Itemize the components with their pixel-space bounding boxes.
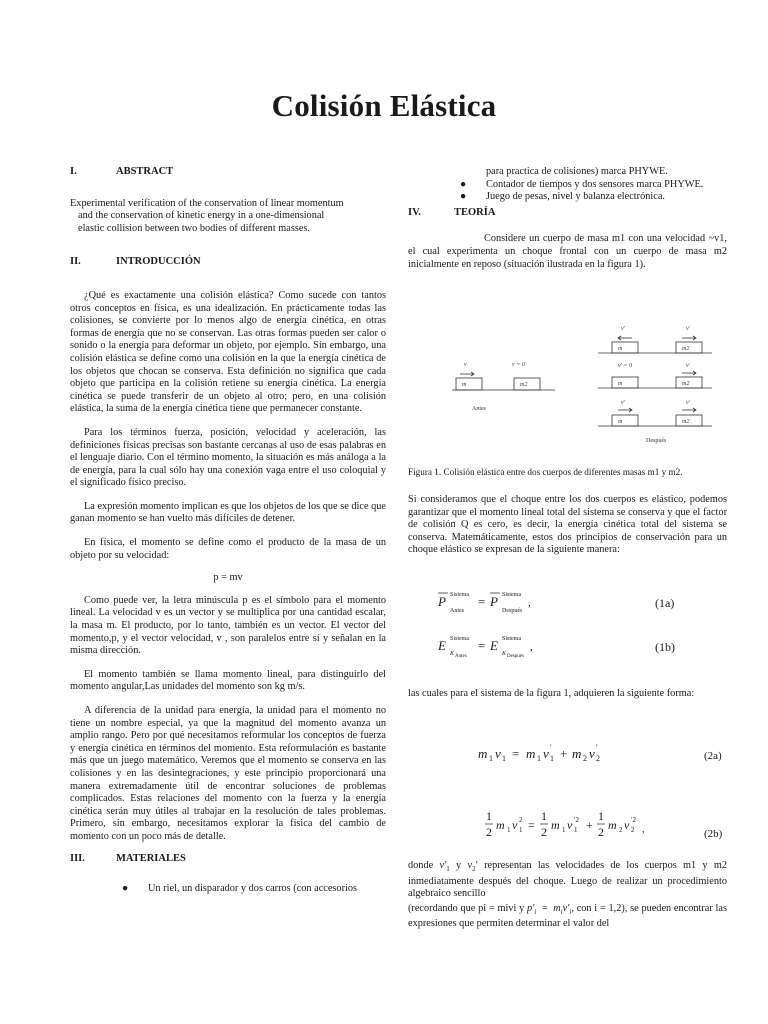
materials-list-item: ● Juego de pesas, nivel y balanza electrónica. <box>460 191 665 203</box>
svg-text:m: m <box>478 746 488 761</box>
svg-text:P: P <box>438 594 446 609</box>
theory-paragraph: las cuales para el sistema de la figura 1, adquieren la siguiente forma: <box>408 688 695 699</box>
svg-text:=: = <box>512 746 520 761</box>
svg-text:Después: Después <box>502 608 523 614</box>
svg-text:2: 2 <box>619 826 623 834</box>
svg-text:1: 1 <box>537 754 541 763</box>
svg-text:m: m <box>551 818 560 832</box>
right-column-lower <box>408 688 727 701</box>
left-column <box>70 166 386 896</box>
theory-paragraph: donde $v'_1$ y $v_2'$ representan las velocidades de los cuerpos m1 y m2 inmediatamente después del choque. Luego de realizar un procedimiento algebraico sencillo <box>408 860 728 900</box>
equation-number: (2b) <box>704 828 723 840</box>
intro-paragraph: A diferencia de la unidad para energía, la unidad para el momento no tiene un nombre especial, ya que la magnitud del momento avanza un amplio rango. Pero por qué necesitamos reformular los conceptos de fuerza y energía cinética en términos del momento. Esta reformulación es bastante más que un juego matemático. Veremos que el momento se conserva en las colisiones y en las desintegraciones, y este principio proporcionará una manera extremadamente útil de encontrar soluciones de problemas complicados. Estas relaciones del momento con la fuerza y la energía cinética serán muy útiles al trabajar en la resolución de tales problemas. Primero, sin embargo, necesitamos explorar la física del cambio de momento con un poco más de detalle. <box>70 705 386 842</box>
intro-paragraph: ¿Qué es exactamente una colisión elástica? Como sucede con tantos otros conceptos en física, es una idealización. En prácticamente todas las colisiones, se convierte por lo menos algo de energía cinética, en otras formas de energía que no se conservan. Las otras formas pueden ser calor o sonido o la energía para deformar un objeto, por ejemplo. Sin embargo, una colisión elástica se define como una colisión en la que la energía cinética de los objetos que chocan se conserva. Esta definición no significa que cada objeto que participa en la colisión retiene su energía cinética. La energía cinética se puede transferir de un objeto al otro; pero, en una colisión elástica, la suma de la energía cinética tiene que permanecer constante. <box>70 289 386 415</box>
svg-text:v: v <box>512 818 518 832</box>
svg-text:2: 2 <box>486 825 492 839</box>
svg-text:v': v' <box>686 326 690 332</box>
svg-text:m: m <box>572 746 582 761</box>
svg-text:v': v' <box>686 363 690 369</box>
svg-text:2: 2 <box>583 754 587 763</box>
svg-text:=: = <box>528 818 535 832</box>
svg-text:1: 1 <box>486 809 492 823</box>
abstract-text: Experimental verification of the conservation of linear momentum and the conservation of kinetic energy in a one-dimensional elastic collision between two bodies of different masses. <box>70 197 344 234</box>
svg-text:Después: Después <box>507 654 524 659</box>
svg-text:Sistema: Sistema <box>450 636 469 642</box>
svg-text:Sistema: Sistema <box>450 592 469 598</box>
section-heading-materiales: III. MATERIALES <box>70 852 186 864</box>
section-heading-abstract: I. ABSTRACT <box>70 166 174 177</box>
svg-text:,: , <box>530 641 533 653</box>
svg-text:1: 1 <box>541 809 547 823</box>
svg-text:2: 2 <box>598 825 604 839</box>
svg-text:′2: ′2 <box>631 816 637 824</box>
equation-number: (2a) <box>704 750 722 762</box>
intro-paragraph: El momento también se llama momento lineal, para distinguirlo del momento angular,Las unidades del momento son kg m/s. <box>70 668 386 693</box>
svg-text:P: P <box>490 594 498 609</box>
svg-text:1: 1 <box>489 754 493 763</box>
intro-paragraph: La expresión momento implican es que los objetos de los que se dice que ganan momento se han vuelto más difíciles de detener. <box>70 500 386 525</box>
equation-number: (1a) <box>655 596 675 610</box>
section-heading-introduccion: II. INTRODUCCIÓN <box>70 256 201 268</box>
svg-text:+: + <box>586 818 593 832</box>
svg-text:1: 1 <box>507 826 511 834</box>
svg-text:v: v <box>495 746 501 761</box>
svg-text:v: v <box>567 818 573 832</box>
page-title: Colisión Elástica <box>271 88 497 123</box>
svg-text:Antes: Antes <box>455 654 467 659</box>
materials-list-item: para practica de colisiones) marca PHYWE. <box>486 166 668 177</box>
section-heading-teoria: IV. TEORÍA <box>408 206 496 218</box>
svg-text:m: m <box>618 346 623 352</box>
equation-number: (1b) <box>655 640 675 654</box>
svg-text:2: 2 <box>631 826 635 834</box>
collision-figure <box>440 318 730 453</box>
svg-text:Antes: Antes <box>450 608 464 614</box>
svg-text:Sistema: Sistema <box>502 592 521 598</box>
svg-text:1: 1 <box>502 754 506 763</box>
theory-paragraph: Considere un cuerpo de masa m1 con una velocidad ~v1, el cual experimenta un choque frontal con un cuerpo de masa m2 inicialmente en reposo (situación ilustrada en la figura 1). <box>408 233 727 270</box>
svg-text:v': v' <box>686 400 690 406</box>
svg-text:2: 2 <box>519 816 523 824</box>
figure-label-before: Antes <box>472 406 486 412</box>
right-column-lower <box>408 494 727 557</box>
intro-paragraph: Para los términos fuerza, posición, velocidad y aceleración, las definiciones físicas precisas son bastante cercanas al uso de esas palabras en el lenguaje diario. Con el término momento, la situación es más análoga a la de energía, para la cual sólo hay una conexión vaga entre el uso coloquial y el significado físico preciso. <box>70 426 386 489</box>
svg-text:m2: m2 <box>520 382 528 388</box>
svg-text:1: 1 <box>574 826 578 834</box>
svg-text:v: v <box>589 746 595 761</box>
svg-text:′2: ′2 <box>574 816 580 824</box>
intro-paragraph: En física, el momento se define como el producto de la masa de un objeto por su velocidad: <box>70 537 386 561</box>
svg-text:2: 2 <box>596 754 600 763</box>
svg-text:m2: m2 <box>682 381 690 387</box>
svg-text:v' = 0: v' = 0 <box>618 363 632 369</box>
svg-text:m: m <box>608 818 617 832</box>
right-column <box>408 166 727 271</box>
svg-text:E: E <box>490 638 498 653</box>
svg-text:v: v <box>624 818 630 832</box>
figure-caption: Figura 1. Colisión elástica entre dos cuerpos de diferentes masas m1 y m2. <box>408 467 683 477</box>
svg-text:K: K <box>502 651 507 657</box>
materials-list-item: ● Un riel, un disparador y dos carros (con accesorios <box>122 883 358 895</box>
svg-text:,: , <box>528 597 531 609</box>
svg-text:′: ′ <box>550 743 552 752</box>
svg-text:′: ′ <box>596 743 598 752</box>
svg-text:v: v <box>543 746 549 761</box>
svg-text:E: E <box>438 638 446 653</box>
svg-text:Sistema: Sistema <box>502 636 521 642</box>
svg-text:2: 2 <box>541 825 547 839</box>
svg-text:1: 1 <box>598 809 604 823</box>
equation-2a <box>474 740 634 766</box>
theory-paragraph: Si consideramos que el choque entre los dos cuerpos es elástico, podemos garantizar que el momento lineal total del sistema se conserva y que el factor de colisión Q es cero, es decir, la energía cinética total del sistema se conserva. Matemáticamente, estos dos principios de conservación para un choque elástico se expresan de la siguiente manera: <box>408 494 727 556</box>
intro-paragraph: Como puede ver, la letra minúscula p es el símbolo para el momento lineal. La velocidad v es un vector y se multiplica por una cantidad escalar, la masa m. El producto, por lo tanto, también es un vector. El vector del momento,p, y el vector velocidad, v , son paralelos entre sí y señalan en la misma dirección. <box>70 594 386 657</box>
equation-1a <box>436 588 536 616</box>
svg-text:m: m <box>526 746 536 761</box>
svg-text:m2: m2 <box>682 346 690 352</box>
svg-text:=: = <box>478 594 486 609</box>
svg-text:1: 1 <box>562 826 566 834</box>
svg-text:m2: m2 <box>682 419 690 425</box>
svg-text:,: , <box>642 824 645 835</box>
figure-label-after: Después <box>646 438 667 444</box>
svg-text:v': v' <box>621 400 625 406</box>
svg-text:=: = <box>478 638 486 653</box>
right-column-bottom <box>408 860 727 931</box>
svg-text:K: K <box>450 651 455 657</box>
theory-paragraph: (recordando que pi = mivi y $p'_i = m_iv'_i$, con i = 1,2), se pueden encontrar las expresiones que permiten determinar el valor del <box>408 902 727 930</box>
svg-text:m: m <box>618 381 623 387</box>
svg-text:v: v <box>464 362 467 368</box>
momentum-formula: p = mv <box>213 572 243 584</box>
svg-text:m: m <box>496 818 505 832</box>
svg-text:1: 1 <box>550 754 554 763</box>
svg-text:+: + <box>560 746 568 761</box>
svg-text:1: 1 <box>519 826 523 834</box>
svg-text:m: m <box>618 419 623 425</box>
svg-text:v': v' <box>621 326 625 332</box>
equation-1b <box>436 632 536 660</box>
materials-list-item: ● Contador de tiempos y dos sensores marca PHYWE. <box>460 178 704 190</box>
svg-text:v = 0: v = 0 <box>512 362 525 368</box>
svg-text:m: m <box>462 382 467 388</box>
equation-2b <box>484 808 654 844</box>
